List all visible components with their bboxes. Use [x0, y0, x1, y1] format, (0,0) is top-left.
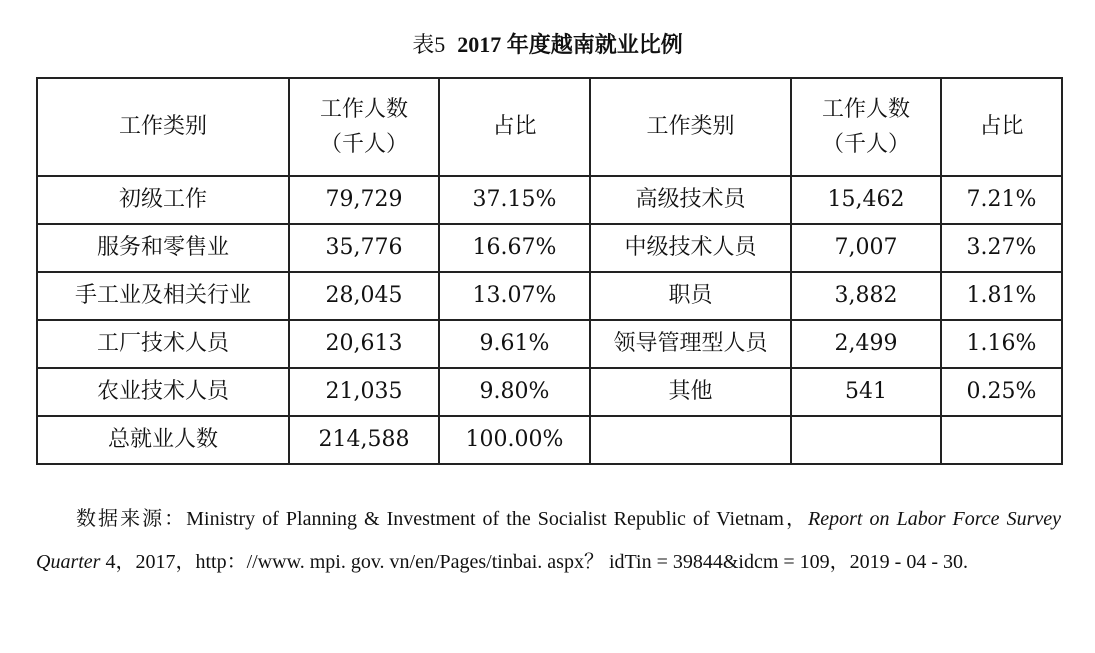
table-cell: 214,588 [289, 416, 439, 464]
header-cell: 工作人数 （千人） [289, 78, 439, 176]
source-note: 数据来源：Ministry of Planning & Investment of the Socialist Republic of Vietnam，Report on Labor Force Survey Quarter 4，2017，http：//www. mpi. gov. vn/en/Pages/tinbai. aspx？ idTin = 39844&idcm = 109，2019 - 04 - 30. [36, 508, 1061, 573]
table-cell: 3,882 [791, 272, 941, 320]
table-row [37, 368, 1062, 416]
table-cell: 16.67% [439, 224, 590, 272]
table-cell: 高级技术员 [590, 176, 791, 224]
table-cell: 13.07% [439, 272, 590, 320]
header-cell: 工作类别 [590, 78, 791, 176]
header-cell: 工作类别 [37, 78, 289, 176]
table-cell [941, 416, 1062, 464]
header-cell: 占比 [439, 78, 590, 176]
table-row [37, 320, 1062, 368]
table-cell: 初级工作 [37, 176, 289, 224]
table-cell: 21,035 [289, 368, 439, 416]
table-row [37, 224, 1062, 272]
table-cell: 35,776 [289, 224, 439, 272]
table-cell: 100.00% [439, 416, 590, 464]
table-row [37, 416, 1062, 464]
table-cell: 农业技术人员 [37, 368, 289, 416]
table-cell: 1.16% [941, 320, 1062, 368]
header-row [37, 78, 1062, 176]
table-cell: 3.27% [941, 224, 1062, 272]
table-cell: 15,462 [791, 176, 941, 224]
table-title [0, 28, 1095, 59]
employment-table [36, 77, 1063, 465]
table-cell: 领导管理型人员 [590, 320, 791, 368]
table-cell [791, 416, 941, 464]
table-cell [590, 416, 791, 464]
header-cell: 工作人数 （千人） [791, 78, 941, 176]
table-label: 表5 [412, 32, 446, 57]
table-row [37, 176, 1062, 224]
table-cell: 7.21% [941, 176, 1062, 224]
table-cell: 手工业及相关行业 [37, 272, 289, 320]
table-cell: 0.25% [941, 368, 1062, 416]
table-cell: 1.81% [941, 272, 1062, 320]
table-title-text: 2017 年度越南就业比例 [457, 32, 683, 57]
table-cell: 20,613 [289, 320, 439, 368]
table-cell: 职员 [590, 272, 791, 320]
table-cell: 其他 [590, 368, 791, 416]
table-cell: 服务和零售业 [37, 224, 289, 272]
table-cell: 7,007 [791, 224, 941, 272]
table-row [37, 272, 1062, 320]
header-cell: 占比 [941, 78, 1062, 176]
table-cell: 28,045 [289, 272, 439, 320]
table-cell: 9.61% [439, 320, 590, 368]
table-cell: 9.80% [439, 368, 590, 416]
table-cell: 541 [791, 368, 941, 416]
table-cell: 工厂技术人员 [37, 320, 289, 368]
table-cell: 中级技术人员 [590, 224, 791, 272]
table-cell: 37.15% [439, 176, 590, 224]
table-cell: 总就业人数 [37, 416, 289, 464]
table-cell: 79,729 [289, 176, 439, 224]
table-cell: 2,499 [791, 320, 941, 368]
